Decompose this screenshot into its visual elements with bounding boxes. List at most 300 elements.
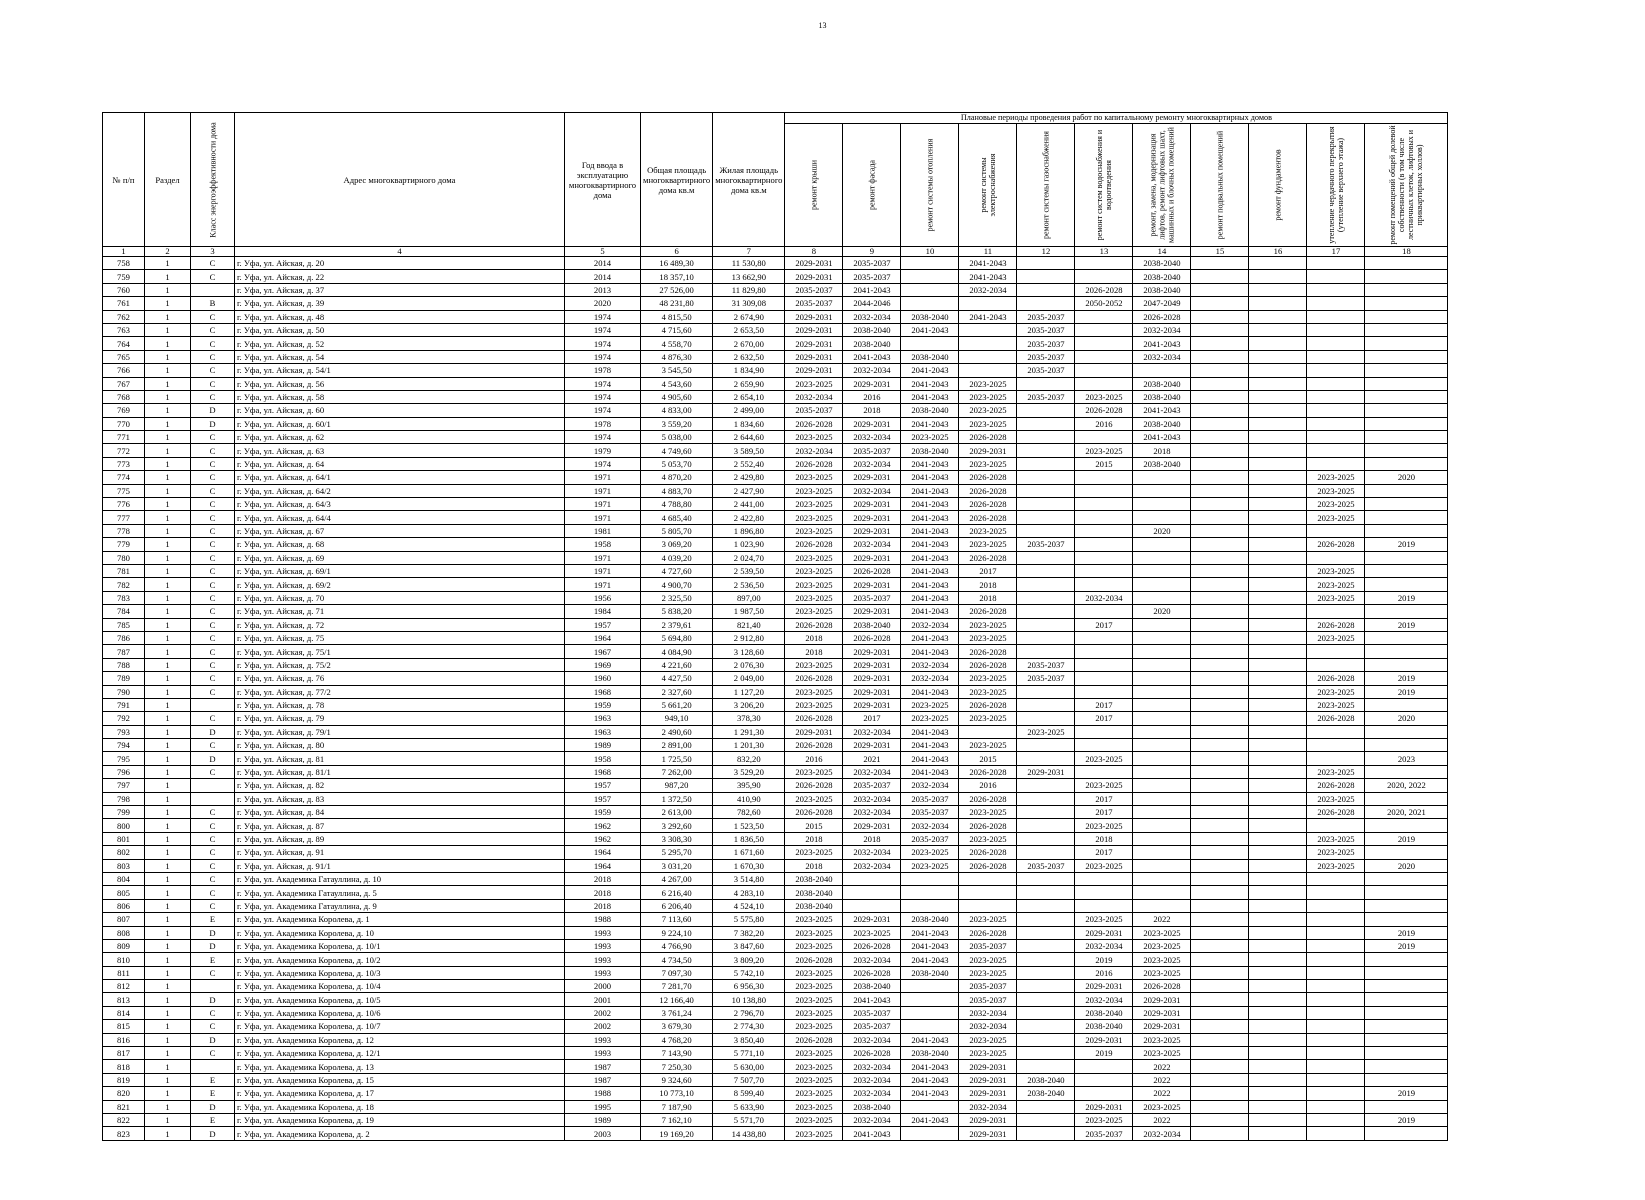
- table-cell: 2023-2025: [785, 1047, 843, 1060]
- table-cell: [1017, 980, 1075, 993]
- table-cell: 814: [103, 1006, 145, 1019]
- table-cell: [1133, 899, 1191, 912]
- table-cell: E: [191, 1114, 235, 1127]
- table-cell: 798: [103, 792, 145, 805]
- table-row: [103, 404, 1448, 417]
- table-cell: 2020: [1133, 605, 1191, 618]
- table-cell: [1075, 685, 1133, 698]
- table-cell: 7 262,00: [641, 765, 713, 778]
- table-cell: [1365, 980, 1448, 993]
- table-cell: 770: [103, 417, 145, 430]
- table-cell: [1249, 859, 1307, 872]
- table-cell: 2023-2025: [1017, 725, 1075, 738]
- table-cell: [1307, 444, 1365, 457]
- table-cell: 2029-2031: [843, 685, 901, 698]
- table-cell: 3 308,30: [641, 832, 713, 845]
- table-cell: [1133, 872, 1191, 885]
- table-cell: 4 039,20: [641, 551, 713, 564]
- table-cell: [1249, 739, 1307, 752]
- table-cell: 1: [145, 498, 191, 511]
- table-row: [103, 1073, 1448, 1086]
- table-cell: [1075, 364, 1133, 377]
- table-row: [103, 846, 1448, 859]
- table-cell: 2026-2028: [959, 511, 1017, 524]
- table-cell: 1: [145, 819, 191, 832]
- table-cell: [1075, 538, 1133, 551]
- table-cell: [1249, 471, 1307, 484]
- table-cell: 2041-2043: [901, 645, 959, 658]
- table-cell: 2016: [1075, 417, 1133, 430]
- table-cell: 1971: [565, 564, 641, 577]
- table-cell: [1249, 564, 1307, 577]
- table-cell: 2023-2025: [785, 431, 843, 444]
- address-cell: г. Уфа, ул. Айская, д. 64/2: [235, 484, 565, 497]
- table-cell: 7 281,70: [641, 980, 713, 993]
- table-cell: [1249, 926, 1307, 939]
- table-cell: 2035-2037: [1017, 310, 1075, 323]
- table-cell: 2026-2028: [959, 431, 1017, 444]
- address-cell: г. Уфа, ул. Айская, д. 75/1: [235, 645, 565, 658]
- table-cell: 2029-2031: [959, 1073, 1017, 1086]
- table-cell: 2017: [1075, 792, 1133, 805]
- table-cell: 2032-2034: [959, 283, 1017, 296]
- table-cell: 4 543,60: [641, 377, 713, 390]
- table-cell: 2032-2034: [785, 390, 843, 403]
- address-cell: г. Уфа, ул. Академика Королева, д. 12/1: [235, 1047, 565, 1060]
- table-cell: 1964: [565, 631, 641, 644]
- table-cell: 2023-2025: [959, 1047, 1017, 1060]
- table-row: [103, 257, 1448, 270]
- table-cell: [1191, 390, 1249, 403]
- table-cell: 2035-2037: [1017, 350, 1075, 363]
- table-cell: 2026-2028: [785, 538, 843, 551]
- table-cell: 378,30: [713, 712, 785, 725]
- header-work-16: ремонт фундаментов: [1249, 124, 1307, 247]
- table-cell: 1: [145, 377, 191, 390]
- table-cell: [1249, 1033, 1307, 1046]
- table-cell: 2023-2025: [959, 913, 1017, 926]
- table-cell: [1307, 872, 1365, 885]
- table-cell: 2 659,90: [713, 377, 785, 390]
- table-cell: 2041-2043: [901, 1114, 959, 1127]
- table-cell: [1075, 645, 1133, 658]
- table-cell: D: [191, 939, 235, 952]
- table-cell: 1971: [565, 498, 641, 511]
- table-cell: [1017, 1033, 1075, 1046]
- table-cell: [1017, 739, 1075, 752]
- table-cell: 1: [145, 739, 191, 752]
- table-cell: 2038-2040: [901, 310, 959, 323]
- table-cell: 1: [145, 1127, 191, 1140]
- table-cell: 2029-2031: [1017, 765, 1075, 778]
- table-cell: [1133, 806, 1191, 819]
- address-cell: г. Уфа, ул. Айская, д. 72: [235, 618, 565, 631]
- table-cell: [1249, 645, 1307, 658]
- table-cell: 2023-2025: [785, 685, 843, 698]
- table-cell: 2029-2031: [785, 270, 843, 283]
- table-cell: 2023-2025: [959, 631, 1017, 644]
- table-cell: 2 632,50: [713, 350, 785, 363]
- table-cell: 3 559,20: [641, 417, 713, 430]
- table-cell: C: [191, 564, 235, 577]
- table-cell: [1075, 872, 1133, 885]
- table-cell: 949,10: [641, 712, 713, 725]
- address-cell: г. Уфа, ул. Айская, д. 52: [235, 337, 565, 350]
- table-cell: 2035-2037: [1017, 337, 1075, 350]
- table-row: [103, 926, 1448, 939]
- table-cell: C: [191, 270, 235, 283]
- table-cell: [1249, 605, 1307, 618]
- table-cell: 2023-2025: [959, 417, 1017, 430]
- table-row: [103, 631, 1448, 644]
- table-cell: 2023-2025: [785, 846, 843, 859]
- table-cell: 2 441,00: [713, 498, 785, 511]
- table-cell: [1133, 698, 1191, 711]
- table-cell: 2 024,70: [713, 551, 785, 564]
- table-cell: 1 987,50: [713, 605, 785, 618]
- table-cell: 1: [145, 1100, 191, 1113]
- table-cell: 2019: [1365, 618, 1448, 631]
- table-cell: C: [191, 859, 235, 872]
- table-cell: 818: [103, 1060, 145, 1073]
- table-cell: 820: [103, 1087, 145, 1100]
- table-cell: [1249, 591, 1307, 604]
- table-cell: [1249, 323, 1307, 336]
- table-cell: 1: [145, 658, 191, 671]
- table-cell: [1017, 283, 1075, 296]
- table-cell: 3 850,40: [713, 1033, 785, 1046]
- table-cell: 2026-2028: [1307, 779, 1365, 792]
- table-cell: C: [191, 498, 235, 511]
- table-cell: [1191, 832, 1249, 845]
- table-cell: 1993: [565, 953, 641, 966]
- table-cell: 2026-2028: [1075, 404, 1133, 417]
- column-number: 13: [1075, 247, 1133, 257]
- table-cell: 780: [103, 551, 145, 564]
- table-row: [103, 350, 1448, 363]
- table-cell: 3 847,60: [713, 939, 785, 952]
- table-cell: 4 427,50: [641, 672, 713, 685]
- table-cell: 2038-2040: [843, 980, 901, 993]
- table-cell: C: [191, 323, 235, 336]
- table-cell: [959, 725, 1017, 738]
- table-cell: 11 530,80: [713, 257, 785, 270]
- table-cell: 1: [145, 404, 191, 417]
- table-cell: 2 076,30: [713, 658, 785, 671]
- table-row: [103, 283, 1448, 296]
- table-cell: 1: [145, 1073, 191, 1086]
- table-cell: [1133, 792, 1191, 805]
- table-cell: 2029-2031: [843, 739, 901, 752]
- table-cell: 4 900,70: [641, 578, 713, 591]
- table-row: [103, 859, 1448, 872]
- table-cell: [959, 872, 1017, 885]
- table-cell: C: [191, 431, 235, 444]
- table-cell: 2023-2025: [901, 431, 959, 444]
- table-cell: [1249, 993, 1307, 1006]
- table-cell: 1974: [565, 323, 641, 336]
- table-cell: C: [191, 350, 235, 363]
- table-cell: 7 113,60: [641, 913, 713, 926]
- table-cell: [1191, 578, 1249, 591]
- table-cell: 1964: [565, 859, 641, 872]
- table-cell: 2038-2040: [1133, 417, 1191, 430]
- table-cell: 1 671,60: [713, 846, 785, 859]
- table-cell: [1307, 1073, 1365, 1086]
- table-cell: 2026-2028: [1133, 980, 1191, 993]
- table-cell: [1191, 1033, 1249, 1046]
- table-cell: [1307, 270, 1365, 283]
- table-cell: 2032-2034: [843, 1033, 901, 1046]
- table-cell: 1: [145, 390, 191, 403]
- table-cell: 4 715,60: [641, 323, 713, 336]
- table-cell: [1191, 1047, 1249, 1060]
- table-cell: 1: [145, 1033, 191, 1046]
- table-cell: C: [191, 364, 235, 377]
- table-cell: 2035-2037: [843, 591, 901, 604]
- table-cell: [1191, 926, 1249, 939]
- table-cell: 801: [103, 832, 145, 845]
- table-cell: [1191, 323, 1249, 336]
- table-cell: [901, 872, 959, 885]
- table-cell: 822: [103, 1114, 145, 1127]
- table-cell: [1017, 1060, 1075, 1073]
- table-cell: 2029-2031: [1075, 1100, 1133, 1113]
- table-row: [103, 966, 1448, 979]
- table-cell: 2026-2028: [843, 1047, 901, 1060]
- table-cell: 2041-2043: [1133, 337, 1191, 350]
- table-cell: E: [191, 953, 235, 966]
- table-cell: 12 166,40: [641, 993, 713, 1006]
- capital-repair-table: [102, 112, 1448, 1141]
- table-row: [103, 364, 1448, 377]
- table-cell: 2029-2031: [843, 672, 901, 685]
- table-cell: C: [191, 899, 235, 912]
- table-row: [103, 337, 1448, 350]
- table-cell: 1993: [565, 939, 641, 952]
- address-cell: г. Уфа, ул. Айская, д. 84: [235, 806, 565, 819]
- table-cell: [1191, 350, 1249, 363]
- table-cell: [1017, 966, 1075, 979]
- table-cell: 2026-2028: [959, 645, 1017, 658]
- table-cell: 1: [145, 257, 191, 270]
- table-cell: 3 809,20: [713, 953, 785, 966]
- table-cell: [1191, 980, 1249, 993]
- table-cell: [1307, 257, 1365, 270]
- table-cell: [1191, 377, 1249, 390]
- table-cell: 1: [145, 980, 191, 993]
- address-cell: г. Уфа, ул. Айская, д. 70: [235, 591, 565, 604]
- table-cell: [1365, 1047, 1448, 1060]
- table-cell: [1249, 350, 1307, 363]
- table-cell: 2023-2025: [959, 538, 1017, 551]
- table-cell: 2038-2040: [1133, 270, 1191, 283]
- table-cell: 2032-2034: [843, 1073, 901, 1086]
- table-cell: 2022: [1133, 1114, 1191, 1127]
- table-cell: 2041-2043: [901, 752, 959, 765]
- address-cell: г. Уфа, ул. Айская, д. 68: [235, 538, 565, 551]
- table-cell: 1: [145, 993, 191, 1006]
- address-cell: г. Уфа, ул. Академика Королева, д. 13: [235, 1060, 565, 1073]
- table-cell: 2038-2040: [901, 913, 959, 926]
- table-cell: C: [191, 377, 235, 390]
- table-cell: [1075, 511, 1133, 524]
- table-cell: [1365, 564, 1448, 577]
- table-cell: 2023-2025: [1307, 859, 1365, 872]
- table-cell: 2015: [785, 819, 843, 832]
- table-cell: 763: [103, 323, 145, 336]
- table-cell: [1365, 390, 1448, 403]
- table-cell: 800: [103, 819, 145, 832]
- header-planned-periods: Плановые периоды проведения работ по капитальному ремонту многоквартирных домов: [785, 113, 1448, 124]
- table-cell: 2023-2025: [959, 524, 1017, 537]
- table-cell: 2041-2043: [901, 725, 959, 738]
- table-cell: [843, 872, 901, 885]
- table-row: [103, 672, 1448, 685]
- table-cell: [1017, 846, 1075, 859]
- table-cell: 1: [145, 872, 191, 885]
- table-cell: 832,20: [713, 752, 785, 765]
- table-cell: 1 834,90: [713, 364, 785, 377]
- table-cell: 2032-2034: [843, 538, 901, 551]
- table-cell: [1075, 524, 1133, 537]
- table-cell: 817: [103, 1047, 145, 1060]
- table-cell: [1017, 471, 1075, 484]
- table-cell: 810: [103, 953, 145, 966]
- table-cell: 1: [145, 685, 191, 698]
- table-cell: [1191, 752, 1249, 765]
- table-cell: 2019: [1075, 1047, 1133, 1060]
- table-cell: [1307, 364, 1365, 377]
- table-cell: [1249, 551, 1307, 564]
- table-cell: [1307, 1087, 1365, 1100]
- table-cell: [1307, 953, 1365, 966]
- table-cell: [1075, 605, 1133, 618]
- table-cell: 2023-2025: [785, 765, 843, 778]
- table-cell: 1: [145, 297, 191, 310]
- table-cell: [1249, 886, 1307, 899]
- table-cell: 2029-2031: [959, 1114, 1017, 1127]
- table-cell: 2032-2034: [959, 1006, 1017, 1019]
- table-row: [103, 698, 1448, 711]
- table-cell: [1017, 752, 1075, 765]
- table-row: [103, 484, 1448, 497]
- table-cell: [191, 1060, 235, 1073]
- table-cell: 2023-2025: [785, 551, 843, 564]
- table-cell: 7 162,10: [641, 1114, 713, 1127]
- table-cell: D: [191, 993, 235, 1006]
- table-row: [103, 792, 1448, 805]
- table-cell: [1365, 1060, 1448, 1073]
- table-cell: [1017, 257, 1075, 270]
- table-cell: 1963: [565, 712, 641, 725]
- table-cell: [1249, 310, 1307, 323]
- table-cell: 2017: [1075, 712, 1133, 725]
- table-cell: 2029-2031: [785, 364, 843, 377]
- table-cell: 815: [103, 1020, 145, 1033]
- table-cell: 1: [145, 631, 191, 644]
- table-cell: 2023-2025: [785, 980, 843, 993]
- table-cell: 2032-2034: [901, 779, 959, 792]
- table-cell: 7 097,30: [641, 966, 713, 979]
- address-cell: г. Уфа, ул. Айская, д. 77/2: [235, 685, 565, 698]
- table-row: [103, 431, 1448, 444]
- table-cell: 2035-2037: [843, 270, 901, 283]
- table-cell: C: [191, 1006, 235, 1019]
- table-cell: [1191, 1100, 1249, 1113]
- table-row: [103, 1020, 1448, 1033]
- column-number: 12: [1017, 247, 1075, 257]
- table-body: [103, 257, 1448, 1141]
- table-cell: 1 670,30: [713, 859, 785, 872]
- table-cell: 2019: [1075, 953, 1133, 966]
- table-cell: 765: [103, 350, 145, 363]
- table-cell: 2032-2034: [843, 792, 901, 805]
- table-cell: 2026-2028: [959, 859, 1017, 872]
- table-cell: [1017, 872, 1075, 885]
- table-cell: 1: [145, 270, 191, 283]
- header-work-9: ремонт фасада: [843, 124, 901, 247]
- table-cell: 2 912,80: [713, 631, 785, 644]
- table-cell: 5 661,20: [641, 698, 713, 711]
- table-cell: 1974: [565, 390, 641, 403]
- table-row: [103, 498, 1448, 511]
- table-cell: 767: [103, 377, 145, 390]
- table-cell: [1249, 672, 1307, 685]
- table-cell: C: [191, 658, 235, 671]
- table-cell: 2038-2040: [785, 872, 843, 885]
- table-cell: [1365, 605, 1448, 618]
- table-row: [103, 457, 1448, 470]
- table-cell: 2018: [843, 832, 901, 845]
- table-cell: 1: [145, 846, 191, 859]
- table-cell: [1365, 551, 1448, 564]
- table-cell: [1133, 551, 1191, 564]
- table-cell: 2 536,50: [713, 578, 785, 591]
- header-work-14: ремонт, замена, модернизация лифтов, ремонт лифтовых шахт, машинных и блочных помещений: [1133, 124, 1191, 247]
- table-cell: 1: [145, 926, 191, 939]
- table-cell: 2023-2025: [1133, 926, 1191, 939]
- header-work-12: ремонт системы газоснабжения: [1017, 124, 1075, 247]
- table-cell: 2023-2025: [785, 1006, 843, 1019]
- table-cell: [191, 698, 235, 711]
- table-cell: C: [191, 846, 235, 859]
- table-cell: [1307, 739, 1365, 752]
- table-cell: 3 679,30: [641, 1020, 713, 1033]
- table-cell: 2023-2025: [785, 564, 843, 577]
- table-cell: [1191, 872, 1249, 885]
- header-total-area: Общая площадь многоквартирного дома кв.м: [641, 113, 713, 247]
- table-cell: [1191, 685, 1249, 698]
- table-cell: 2023-2025: [1075, 779, 1133, 792]
- table-cell: [1191, 337, 1249, 350]
- table-cell: 3 761,24: [641, 1006, 713, 1019]
- table-cell: 2017: [1075, 698, 1133, 711]
- table-cell: 1: [145, 618, 191, 631]
- table-cell: 1: [145, 1087, 191, 1100]
- table-cell: 1956: [565, 591, 641, 604]
- table-cell: [191, 792, 235, 805]
- table-cell: [1191, 457, 1249, 470]
- table-cell: [1191, 1114, 1249, 1127]
- table-cell: 2023-2025: [1133, 953, 1191, 966]
- table-cell: 4 558,70: [641, 337, 713, 350]
- table-cell: 811: [103, 966, 145, 979]
- address-cell: г. Уфа, ул. Айская, д. 56: [235, 377, 565, 390]
- table-cell: [1307, 310, 1365, 323]
- table-cell: 2038-2040: [1075, 1020, 1133, 1033]
- table-header: [103, 113, 1448, 257]
